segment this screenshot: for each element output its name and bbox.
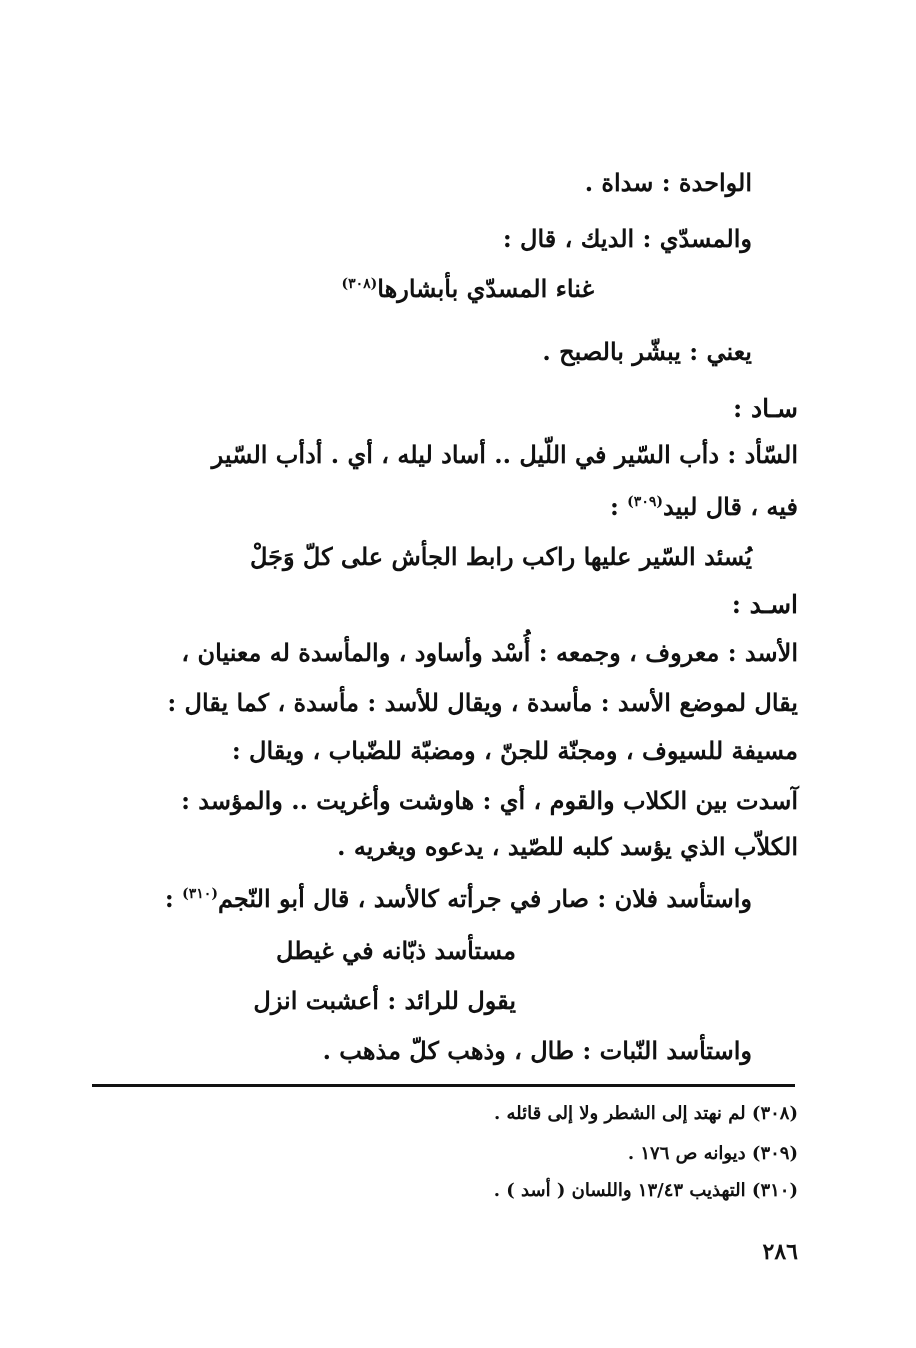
footnote-308: (٣٠٨) لم نهتد إلى الشطر ولا إلى قائله . — [494, 1103, 798, 1124]
footnote-ref-309: (٣٠٩) — [627, 494, 663, 510]
line-9: يقال لموضع الأسد : مأسدة ، ويقال للأسد : مأسدة ، كما يقال : — [167, 688, 798, 717]
line-5: السّأد : دأب السّير في اللّيل .. أساد ليله ، أي . أدأب السّير — [211, 440, 798, 469]
line-4: يعني : يبشّر بالصبح . — [542, 337, 752, 366]
line-13-colon: : — [164, 884, 174, 913]
line-8: الأسد : معروف ، وجمعه : أُسْد وأساود ، والمأسدة له معنيان ، — [181, 638, 798, 667]
line-13 — [165, 882, 752, 916]
line-6 — [610, 490, 798, 524]
verse-line-2: يُسئد السّير عليها راكب رابط الجأش على كلّ وَجَلْ — [249, 542, 752, 571]
entry-heading-saad: سـاد : — [733, 394, 798, 423]
verse-line-3: مستأسد ذبّانه في غيطل — [276, 936, 516, 965]
line-6-colon: : — [609, 492, 619, 521]
footnote-divider — [92, 1084, 795, 1087]
footnote-310: (٣١٠) التهذيب ١٣/٤٣ واللسان ( أسد ) . — [493, 1180, 798, 1201]
footnote-309: (٣٠٩) ديوانه ص ١٧٦ . — [627, 1143, 798, 1164]
verse-line-1 — [341, 272, 594, 306]
line-1: الواحدة : سداة . — [584, 168, 752, 197]
line-2: والمسدّي : الديك ، قال : — [502, 224, 752, 253]
page-number: ٢٨٦ — [762, 1239, 798, 1265]
entry-heading-asad: اسـد : — [731, 590, 798, 619]
footnote-ref-310: (٣١٠) — [182, 886, 218, 902]
line-11: آسدت بين الكلاب والقوم ، أي : هاوشت وأغريت .. والمؤسد : — [181, 786, 798, 815]
footnote-ref-308: (٣٠٨) — [341, 276, 378, 292]
line-13-text: واستأسد فلان : صار في جرأته كالأسد ، قال أبو النّجم — [217, 884, 752, 913]
line-16: واستأسد النّبات : طال ، وذهب كلّ مذهب . — [322, 1036, 752, 1065]
verse-line-4: يقول للرائد : أعشبت انزل — [253, 986, 516, 1015]
verse-text: غناء المسدّي بأبشارها — [377, 274, 594, 303]
line-6-text: فيه ، قال لبيد — [662, 492, 798, 521]
line-12: الكلاّب الذي يؤسد كلبه للصّيد ، يدعوه ويغريه . — [337, 832, 798, 861]
line-10: مسيفة للسيوف ، ومجنّة للجنّ ، ومضبّة للضّباب ، ويقال : — [231, 736, 798, 765]
